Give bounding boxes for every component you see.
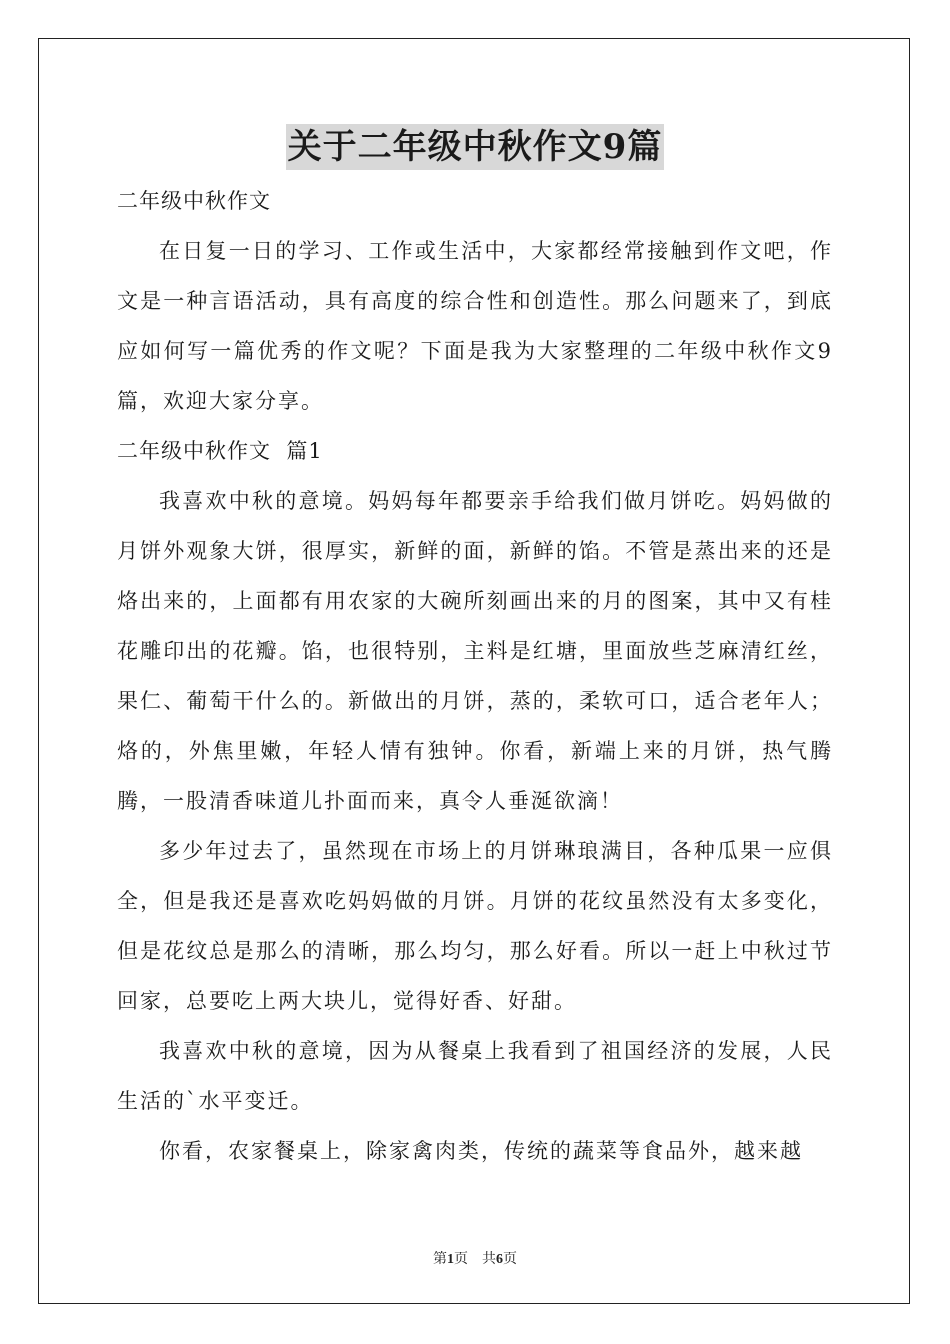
page-number: 1 [447, 1252, 454, 1267]
document-body [117, 176, 833, 1176]
page-suffix: 页 [454, 1252, 468, 1267]
total-prefix: 共 [482, 1252, 496, 1267]
body-paragraph-1: 我喜欢中秋的意境。妈妈每年都要亲手给我们做月饼吃。妈妈做的月饼外观象大饼，很厚实，新鲜的面，新鲜的馅。不管是蒸出来的还是烙出来的，上面都有用农家的大碗所刻画出来的月的图案，其中又有桂花雕印出的花瓣。馅，也很特别，主料是红塘，里面放些芝麻清红丝，果仁、葡萄干什么的。新做出的月饼，蒸的，柔软可口，适合老年人；烙的，外焦里嫩，年轻人情有独钟。你看，新端上来的月饼，热气腾腾，一股清香味道儿扑面而来，真令人垂涎欲滴！ [117, 489, 833, 813]
page-footer [0, 1248, 950, 1268]
section-heading: 二年级中秋作文 篇1 [117, 439, 323, 463]
title-container [0, 124, 950, 170]
total-suffix: 页 [503, 1252, 517, 1267]
total-pages: 6 [496, 1252, 503, 1267]
intro-paragraph: 在日复一日的学习、工作或生活中，大家都经常接触到作文吧，作文是一种言语活动，具有高度的综合性和创造性。那么问题来了，到底应如何写一篇优秀的作文呢？下面是我为大家整理的二年级中秋作文9篇，欢迎大家分享。 [117, 239, 833, 413]
document-title: 关于二年级中秋作文9篇 [286, 124, 665, 170]
intro-heading: 二年级中秋作文 [117, 189, 271, 213]
body-paragraph-4: 你看，农家餐桌上，除家禽肉类，传统的蔬菜等食品外，越来越 [159, 1139, 803, 1163]
body-paragraph-3: 我喜欢中秋的意境，因为从餐桌上我看到了祖国经济的发展，人民生活的`水平变迁。 [117, 1039, 833, 1113]
body-paragraph-2: 多少年过去了，虽然现在市场上的月饼琳琅满目，各种瓜果一应俱全，但是我还是喜欢吃妈妈做的月饼。月饼的花纹虽然没有太多变化，但是花纹总是那么的清晰，那么均匀，那么好看。所以一赶上中秋过节回家，总要吃上两大块儿，觉得好香、好甜。 [117, 839, 833, 1013]
page-prefix: 第 [433, 1252, 447, 1267]
